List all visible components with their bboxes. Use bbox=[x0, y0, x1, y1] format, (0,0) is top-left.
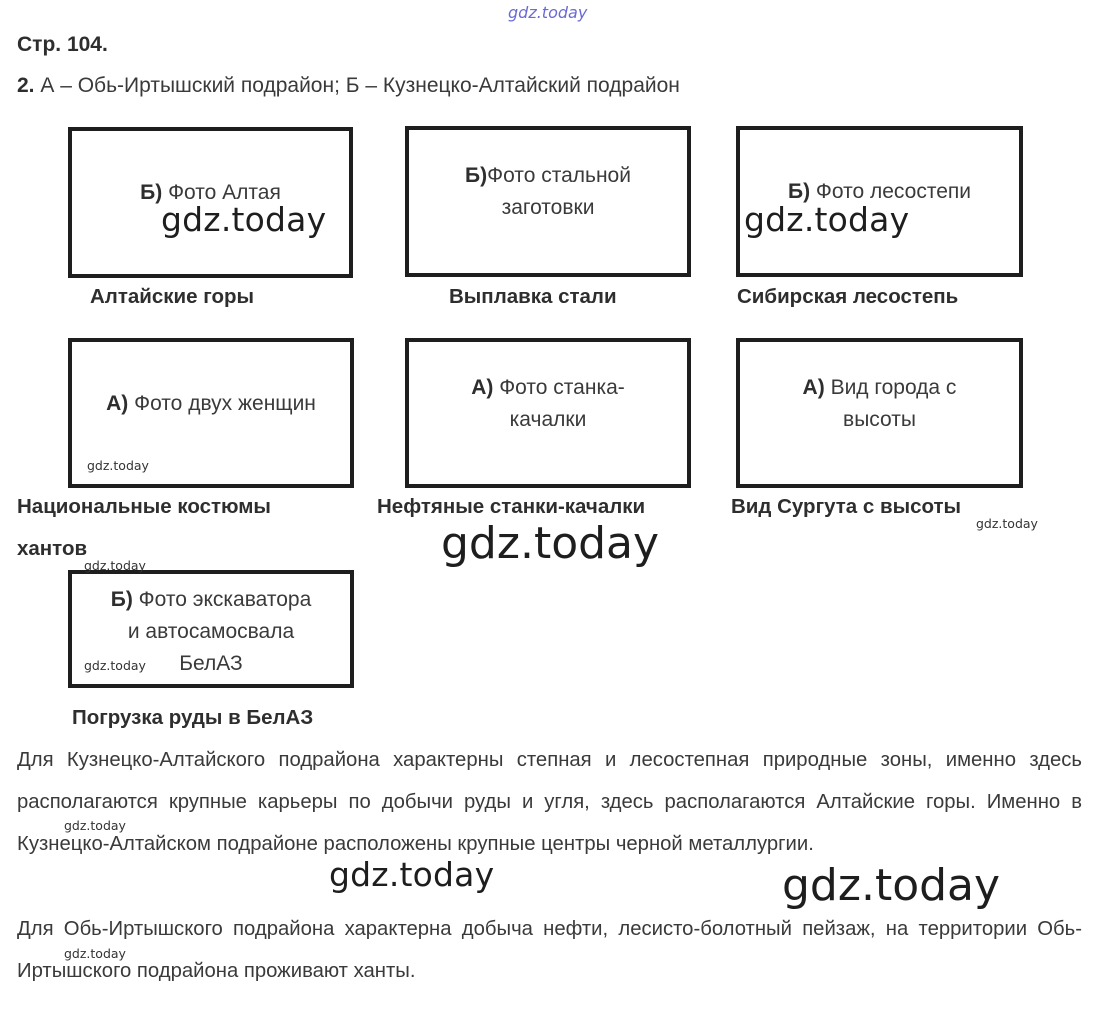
box-letter: А) bbox=[471, 376, 494, 399]
caption-forest-steppe: Сибирская лесостепь bbox=[737, 285, 959, 308]
box-line: Фото экскаватора bbox=[138, 588, 312, 611]
box-text bbox=[72, 584, 350, 616]
box-line: Фото Алтая bbox=[168, 181, 281, 204]
box-text bbox=[409, 160, 687, 192]
watermark: gdz.today bbox=[782, 860, 1001, 911]
photo-box-city bbox=[736, 338, 1023, 488]
page-label: Стр. 104. bbox=[17, 33, 108, 56]
watermark-top: gdz.today bbox=[508, 3, 588, 22]
watermark: gdz.today bbox=[64, 946, 126, 961]
box-line-2: и автосамосвала bbox=[127, 620, 295, 643]
box-text bbox=[72, 388, 350, 420]
box-line: Фото лесостепи bbox=[815, 180, 972, 203]
watermark: gdz.today bbox=[64, 818, 126, 833]
caption-costumes: Национальные костюмы bbox=[17, 495, 271, 518]
box-line-2: качалки bbox=[509, 408, 587, 431]
watermark: gdz.today bbox=[84, 658, 146, 673]
caption-surgut: Вид Сургута с высоты bbox=[731, 495, 962, 518]
box-line: Фото станка- bbox=[499, 376, 625, 399]
watermark: gdz.today bbox=[87, 458, 149, 473]
box-letter: Б) bbox=[110, 588, 133, 611]
watermark: gdz.today bbox=[161, 200, 327, 239]
watermark: gdz.today bbox=[329, 855, 495, 894]
watermark: gdz.today bbox=[441, 518, 660, 569]
caption-costumes-2: хантов bbox=[17, 537, 88, 560]
box-line: Фото двух женщин bbox=[134, 392, 316, 415]
task-number: 2. bbox=[17, 74, 35, 97]
watermark: gdz.today bbox=[976, 516, 1038, 531]
paragraph-kuznetsk: Для Кузнецко-Алтайского подрайона характерны степная и лесостепная природные зоны, именно здесь располагаются крупные карьеры по добычи руды и угля, здесь располагаются Алтайские горы. Именно в Кузнецко-Алтайском подрайоне расположены крупные центры черной металлургии. bbox=[17, 749, 1082, 855]
box-letter: А) bbox=[106, 392, 129, 415]
box-line: Фото стальной bbox=[487, 164, 631, 187]
watermark: gdz.today bbox=[744, 200, 910, 239]
caption-belaz: Погрузка руды в БелАЗ bbox=[72, 706, 314, 729]
caption-altai: Алтайские горы bbox=[90, 285, 255, 308]
box-line-2: заготовки bbox=[501, 196, 595, 219]
caption-steel: Выплавка стали bbox=[449, 285, 617, 308]
box-line-3: БелАЗ bbox=[179, 652, 243, 675]
caption-pumpjacks: Нефтяные станки-качалки bbox=[377, 495, 646, 518]
task-text: А – Обь-Иртышский подрайон; Б – Кузнецко-Алтайский подрайон bbox=[40, 74, 680, 97]
task-line bbox=[17, 74, 680, 98]
box-line: Вид города с bbox=[830, 376, 957, 399]
box-line-2: высоты bbox=[843, 408, 916, 431]
box-letter: А) bbox=[802, 376, 825, 399]
watermark: gdz.today bbox=[84, 558, 146, 573]
box-text bbox=[740, 372, 1019, 404]
photo-box-steel bbox=[405, 126, 691, 277]
box-letter: Б) bbox=[787, 180, 811, 203]
box-letter: Б) bbox=[465, 164, 488, 187]
photo-box-pumpjack bbox=[405, 338, 691, 488]
paragraph-ob-irtysh: Для Обь-Иртышского подрайона характерна добыча нефти, лесисто-болотный пейзаж, на территории Обь-Иртышского подрайона проживают ханты. bbox=[17, 918, 1082, 982]
box-letter: Б) bbox=[140, 181, 163, 204]
box-text bbox=[409, 372, 687, 404]
